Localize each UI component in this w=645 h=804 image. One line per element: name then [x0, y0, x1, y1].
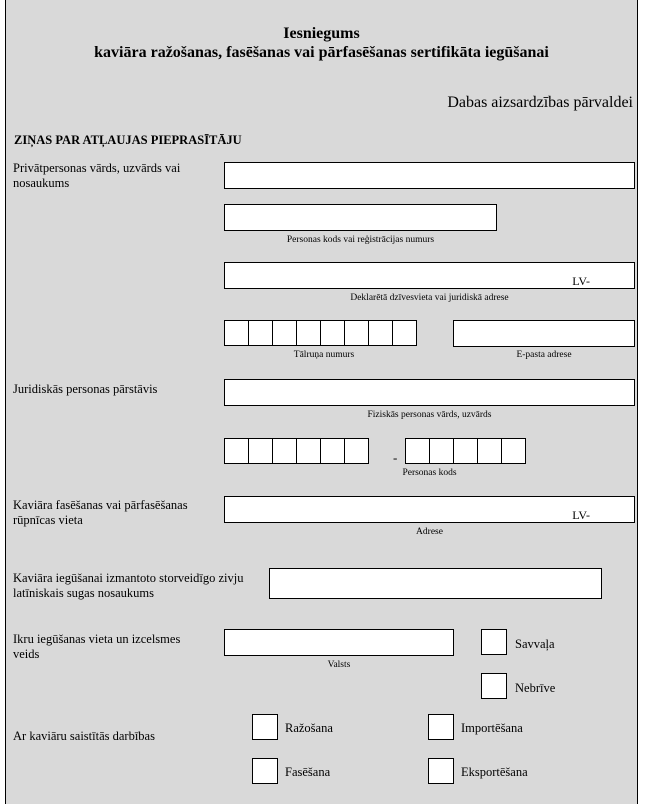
form-subtitle: kaviāra ražošanas, fasēšanas vai pārfasēšanas sertifikāta iegūšanai — [94, 44, 549, 61]
application-form — [5, 0, 638, 804]
activities-label: Ar kaviāru saistītās darbības — [13, 729, 155, 743]
origin-country-field[interactable] — [224, 629, 454, 656]
personal-code-digit-cell[interactable] — [453, 438, 478, 464]
personal-code-cells-first — [224, 438, 368, 464]
export-label: Eksportēšana — [461, 765, 528, 779]
applicant-id-field[interactable] — [224, 204, 497, 231]
personal-code-digit-cell[interactable] — [224, 438, 249, 464]
email-caption: E-pasta adrese — [516, 350, 572, 360]
phone-caption: Tālruņa numurs — [293, 350, 355, 360]
addressee: Dabas aizsardzības pārvaldei — [447, 94, 633, 111]
email-field[interactable] — [453, 320, 635, 347]
personal-code-digit-cell[interactable] — [429, 438, 454, 464]
phone-digit-cell[interactable] — [344, 320, 369, 346]
import-checkbox[interactable] — [428, 714, 454, 740]
wild-label: Savvaļa — [515, 637, 555, 651]
production-label: Ražošana — [285, 721, 333, 735]
personal-code-digit-cell[interactable] — [272, 438, 297, 464]
personal-code-digit-cell[interactable] — [501, 438, 526, 464]
applicant-name-label: Privātpersonas vārds, uzvārds vai nosaukums — [13, 161, 181, 190]
phone-digit-cell[interactable] — [320, 320, 345, 346]
personal-code-digit-cell[interactable] — [477, 438, 502, 464]
personal-code-separator: - — [393, 450, 398, 465]
applicant-id-caption: Personas kods vai reģistrācijas numurs — [286, 235, 435, 245]
personal-code-digit-cell[interactable] — [405, 438, 430, 464]
phone-digit-cell[interactable] — [296, 320, 321, 346]
production-checkbox[interactable] — [252, 714, 278, 740]
packing-checkbox[interactable] — [252, 758, 278, 784]
species-field[interactable] — [269, 568, 602, 599]
section-title: ZIŅAS PAR ATĻAUJAS PIEPRASĪTĀJU — [14, 133, 242, 147]
export-checkbox[interactable] — [428, 758, 454, 784]
phone-digit-cell[interactable] — [368, 320, 393, 346]
phone-cells — [224, 320, 416, 346]
factory-label: Kaviāra fasēšanas vai pārfasēšanas rūpnīcas vieta — [13, 498, 188, 527]
factory-postcode-prefix: LV- — [572, 508, 590, 522]
import-label: Importēšana — [461, 721, 523, 735]
personal-code-digit-cell[interactable] — [320, 438, 345, 464]
origin-country-caption: Valsts — [327, 660, 351, 670]
packing-label: Fasēšana — [285, 765, 331, 779]
phone-digit-cell[interactable] — [248, 320, 273, 346]
representative-label: Juridiskās personas pārstāvis — [13, 382, 158, 396]
species-label: Kaviāra iegūšanai izmantoto storveidīgo zivju latīniskais sugas nosaukums — [13, 571, 244, 600]
phone-digit-cell[interactable] — [224, 320, 249, 346]
personal-code-digit-cell[interactable] — [296, 438, 321, 464]
captive-checkbox[interactable] — [481, 673, 507, 699]
personal-code-cells-second — [405, 438, 525, 464]
representative-name-caption: Fiziskās personas vārds, uzvārds — [367, 410, 492, 420]
applicant-address-caption: Deklarētā dzīvesvieta vai juridiskā adrese — [350, 293, 509, 303]
origin-label: Ikru iegūšanas vieta un izcelsmes veids — [13, 632, 181, 661]
applicant-name-field[interactable] — [224, 162, 635, 189]
personal-code-digit-cell[interactable] — [248, 438, 273, 464]
address-postcode-prefix: LV- — [572, 274, 590, 288]
representative-name-field[interactable] — [224, 379, 635, 406]
applicant-address-field[interactable] — [224, 262, 635, 289]
factory-address-caption: Adrese — [416, 527, 443, 537]
form-title: Iesniegums — [283, 25, 360, 42]
wild-checkbox[interactable] — [481, 629, 507, 655]
phone-digit-cell[interactable] — [272, 320, 297, 346]
personal-code-caption: Personas kods — [402, 468, 457, 478]
captive-label: Nebrīve — [515, 681, 556, 695]
phone-digit-cell[interactable] — [392, 320, 417, 346]
personal-code-digit-cell[interactable] — [344, 438, 369, 464]
factory-address-field[interactable] — [224, 496, 635, 523]
